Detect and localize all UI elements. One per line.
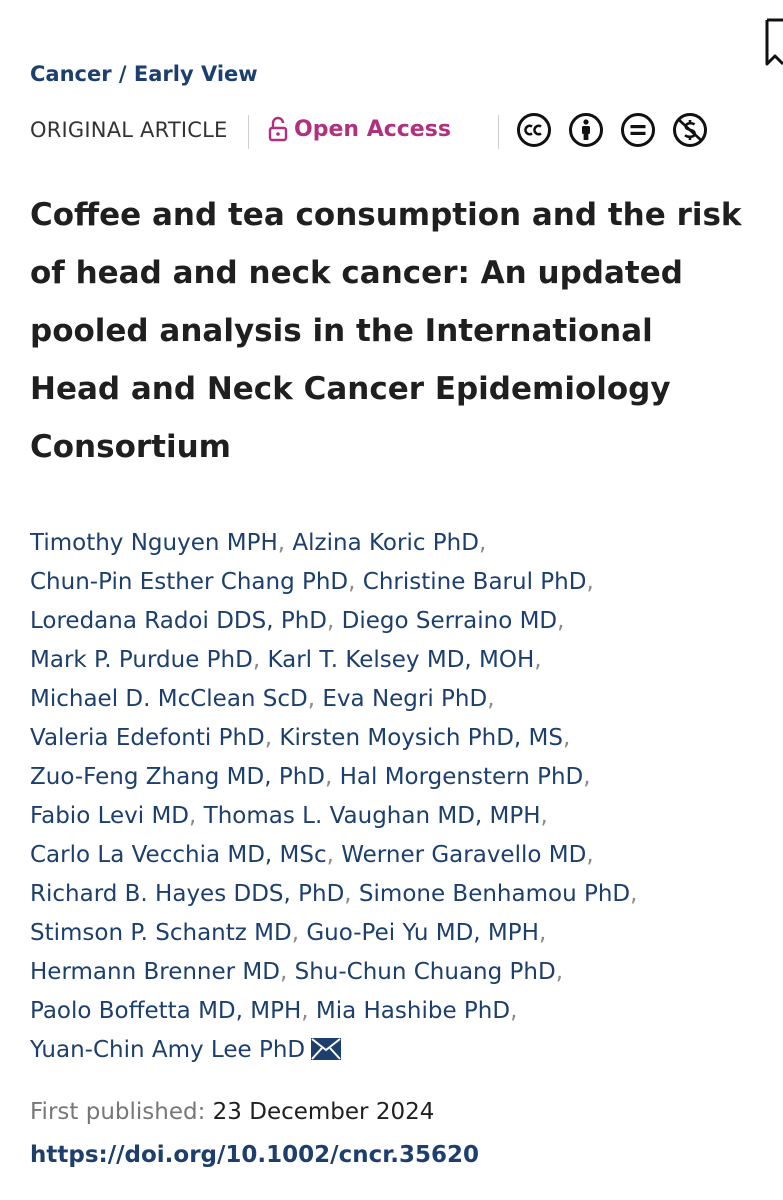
author-separator: , (189, 803, 204, 829)
author-link[interactable]: Alzina Koric PhD (292, 530, 479, 556)
author-separator: , (478, 530, 487, 556)
author-link[interactable]: Thomas L. Vaughan MD, MPH (203, 803, 541, 829)
author-link[interactable]: Kirsten Moysich PhD, MS (279, 725, 564, 751)
author-link[interactable]: Michael D. McClean ScD (30, 686, 308, 712)
author-line (30, 524, 770, 563)
author-link[interactable]: Zuo-Feng Zhang MD, PhD (30, 764, 325, 790)
author-link[interactable]: Chun-Pin Esther Chang PhD (30, 569, 349, 595)
author-line (30, 719, 770, 758)
author-link[interactable]: Werner Garavello MD (341, 842, 587, 868)
author-line (30, 797, 770, 836)
author-separator: , (291, 920, 307, 946)
author-link[interactable]: Guo-Pei Yu MD, MPH (306, 920, 539, 946)
author-line (30, 875, 770, 914)
open-access-label: Open Access (294, 116, 451, 142)
author-separator: , (326, 842, 342, 868)
author-link[interactable]: Mark P. Purdue PhD (30, 647, 253, 673)
author-separator: , (252, 647, 268, 673)
envelope-icon[interactable] (311, 1034, 341, 1056)
author-link[interactable]: Paolo Boffetta MD, MPH (30, 998, 302, 1024)
author-link[interactable]: Carlo La Vecchia MD, MSc (30, 842, 327, 868)
author-separator: , (307, 686, 323, 712)
author-separator: , (540, 803, 548, 829)
published-label: First published: (30, 1099, 206, 1125)
first-published (30, 1099, 434, 1125)
author-link[interactable]: Shu-Chun Chuang PhD (294, 959, 556, 985)
author-line (30, 563, 770, 602)
doi-link[interactable]: https://doi.org/10.1002/cncr.35620 (30, 1142, 480, 1168)
attribution-icon (568, 112, 604, 148)
author-separator: , (586, 569, 594, 595)
author-separator: , (510, 998, 518, 1024)
author-separator: , (348, 569, 363, 595)
author-separator: , (538, 920, 547, 946)
no-derivatives-icon (620, 112, 656, 148)
article-title: Coffee and tea consumption and the risk of head and neck cancer: An updated pooled analysis in the International Head and Neck Cancer Epidemiology Consortium (30, 197, 742, 465)
article-type-label: ORIGINAL ARTICLE (30, 118, 228, 142)
author-link[interactable]: Fabio Levi MD (30, 803, 190, 829)
author-link[interactable]: Richard B. Hayes DDS, PhD (30, 881, 345, 907)
published-date: 23 December 2024 (212, 1099, 435, 1125)
author-line (30, 602, 770, 641)
noncommercial-icon (672, 112, 708, 148)
author-line (30, 992, 770, 1031)
divider (498, 115, 499, 149)
author-separator: , (264, 725, 280, 751)
article-meta-row (30, 112, 770, 154)
author-separator: , (563, 725, 571, 751)
divider (248, 115, 249, 149)
author-line (30, 836, 770, 875)
author-link[interactable]: Simone Benhamou PhD (358, 881, 631, 907)
open-access-badge[interactable] (268, 116, 451, 142)
author-separator: , (630, 881, 638, 907)
author-separator: , (344, 881, 359, 907)
author-link[interactable]: Hermann Brenner MD (30, 959, 280, 985)
bookmark-icon[interactable] (761, 18, 783, 66)
author-link[interactable]: Timothy Nguyen MPH (30, 530, 278, 556)
license-icons[interactable] (516, 112, 708, 148)
author-list (30, 524, 770, 1070)
author-link[interactable]: Eva Negri PhD (322, 686, 488, 712)
author-separator: , (301, 998, 316, 1024)
author-line (30, 1031, 770, 1070)
cc-icon (516, 112, 552, 148)
author-link[interactable]: Mia Hashibe PhD (315, 998, 511, 1024)
author-separator: , (534, 647, 542, 673)
author-separator: , (583, 764, 591, 790)
unlock-icon (268, 116, 288, 142)
author-separator: , (586, 842, 594, 868)
author-link[interactable]: Christine Barul PhD (362, 569, 587, 595)
author-link[interactable]: Diego Serraino MD (341, 608, 558, 634)
author-link[interactable]: Karl T. Kelsey MD, MOH (267, 647, 535, 673)
author-separator: , (277, 530, 293, 556)
author-separator: , (325, 764, 340, 790)
author-separator: , (279, 959, 295, 985)
author-link[interactable]: Hal Morgenstern PhD (339, 764, 584, 790)
author-separator: , (487, 686, 495, 712)
author-link[interactable]: Loredana Radoi DDS, PhD (30, 608, 328, 634)
author-link[interactable]: Yuan-Chin Amy Lee PhD (30, 1037, 306, 1063)
author-separator: , (327, 608, 342, 634)
author-separator: , (555, 959, 564, 985)
author-separator: , (557, 608, 565, 634)
author-line (30, 680, 770, 719)
author-line (30, 641, 770, 680)
author-link[interactable]: Valeria Edefonti PhD (30, 725, 265, 751)
author-line (30, 953, 770, 992)
author-line (30, 914, 770, 953)
author-line (30, 758, 770, 797)
breadcrumb[interactable]: Cancer / Early View (30, 62, 258, 86)
author-link[interactable]: Stimson P. Schantz MD (30, 920, 292, 946)
